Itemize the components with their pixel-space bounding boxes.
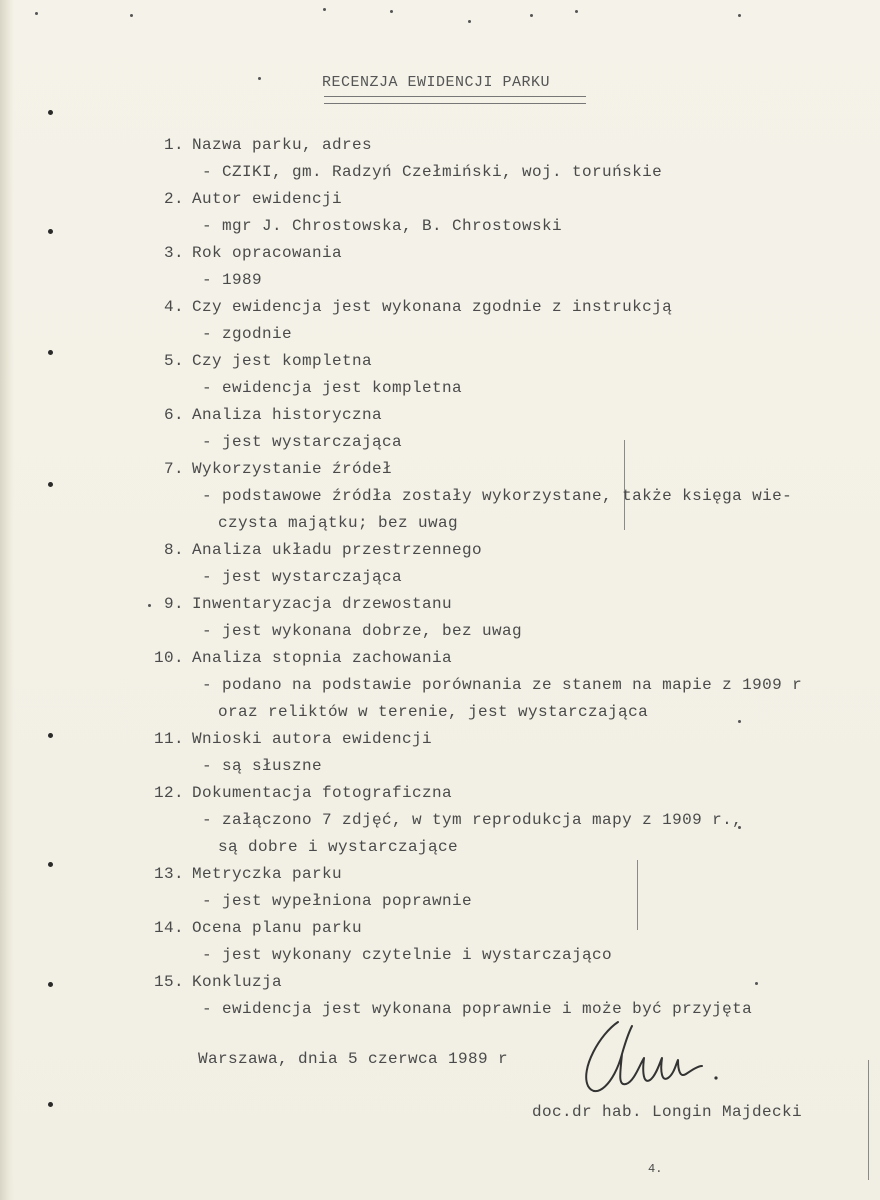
crease-line [868, 1060, 869, 1180]
list-item-heading: 10. Analiza stopnia zachowania [153, 649, 453, 667]
list-item-text: - załączono 7 zdjęć, w tym reprodukcja mapy z 1909 r., [202, 811, 743, 829]
list-item-text: - podstawowe źródła zostały wykorzystane, także księga wie- [202, 487, 793, 505]
place-and-date: Warszawa, dnia 5 czerwca 1989 r [198, 1050, 509, 1068]
list-item-heading: 15. Konkluzja [153, 973, 283, 991]
list-item-heading: 6. Analiza historyczna [163, 406, 383, 424]
list-item-text: - jest wykonana dobrze, bez uwag [202, 622, 523, 640]
list-item-text: - mgr J. Chrostowska, B. Chrostowski [202, 217, 563, 235]
paper-speck [530, 14, 533, 17]
punch-hole [48, 482, 53, 487]
list-item-text: - ewidencja jest kompletna [202, 379, 463, 397]
paper-speck [130, 14, 133, 17]
list-item-heading: 2. Autor ewidencji [163, 190, 343, 208]
handwritten-signature [570, 1014, 730, 1104]
punch-hole [48, 1102, 53, 1107]
paper-speck [575, 10, 578, 13]
punch-hole [48, 733, 53, 738]
paper-speck [738, 720, 741, 723]
list-item-text: czysta majątku; bez uwag [218, 514, 459, 532]
punch-hole [48, 982, 53, 987]
paper-speck [258, 77, 261, 80]
list-item-text: - jest wystarczająca [202, 568, 403, 586]
list-item-text: - 1989 [202, 271, 263, 289]
list-item-heading: 9. Inwentaryzacja drzewostanu [163, 595, 453, 613]
list-item-heading: 1. Nazwa parku, adres [163, 136, 373, 154]
list-item-heading: 12. Dokumentacja fotograficzna [153, 784, 453, 802]
list-item-text: - CZIKI, gm. Radzyń Czełmiński, woj. toruńskie [202, 163, 663, 181]
list-item-heading: 5. Czy jest kompletna [163, 352, 373, 370]
paper-speck [390, 10, 393, 13]
paper-speck [323, 8, 326, 11]
page-left-edge [0, 0, 14, 1200]
paper-speck [35, 12, 38, 15]
paper-speck [468, 20, 471, 23]
signatory-name: doc.dr hab. Longin Majdecki [532, 1103, 803, 1121]
list-item-text: - podano na podstawie porównania ze stanem na mapie z 1909 r [202, 676, 803, 694]
punch-hole [48, 862, 53, 867]
list-item-heading: 7. Wykorzystanie źródeł [163, 460, 393, 478]
crease-line [624, 440, 625, 530]
paper-speck [738, 14, 741, 17]
paper-speck [755, 982, 758, 985]
list-item-heading: 13. Metryczka parku [153, 865, 343, 883]
list-item-text: oraz reliktów w terenie, jest wystarczająca [218, 703, 649, 721]
list-item-text: - jest wystarczająca [202, 433, 403, 451]
punch-hole [48, 229, 53, 234]
page-number: 4. [648, 1162, 663, 1176]
crease-line [637, 860, 638, 930]
list-item-text: - ewidencja jest wykonana poprawnie i może być przyjęta [202, 1000, 753, 1018]
list-item-text: są dobre i wystarczające [218, 838, 459, 856]
list-item-heading: 4. Czy ewidencja jest wykonana zgodnie z instrukcją [163, 298, 673, 316]
punch-hole [48, 110, 53, 115]
list-item-heading: 11. Wnioski autora ewidencji [153, 730, 433, 748]
list-item-heading: 3. Rok opracowania [163, 244, 343, 262]
list-item-heading: 14. Ocena planu parku [153, 919, 363, 937]
list-item-heading: 8. Analiza układu przestrzennego [163, 541, 483, 559]
punch-hole [48, 350, 53, 355]
list-item-text: - zgodnie [202, 325, 293, 343]
list-item-text: - są słuszne [202, 757, 323, 775]
list-item-text: - jest wykonany czytelnie i wystarczająco [202, 946, 613, 964]
list-item-text: - jest wypełniona poprawnie [202, 892, 473, 910]
document-title: RECENZJA EWIDENCJI PARKU [322, 74, 551, 91]
title-underline [324, 96, 586, 104]
